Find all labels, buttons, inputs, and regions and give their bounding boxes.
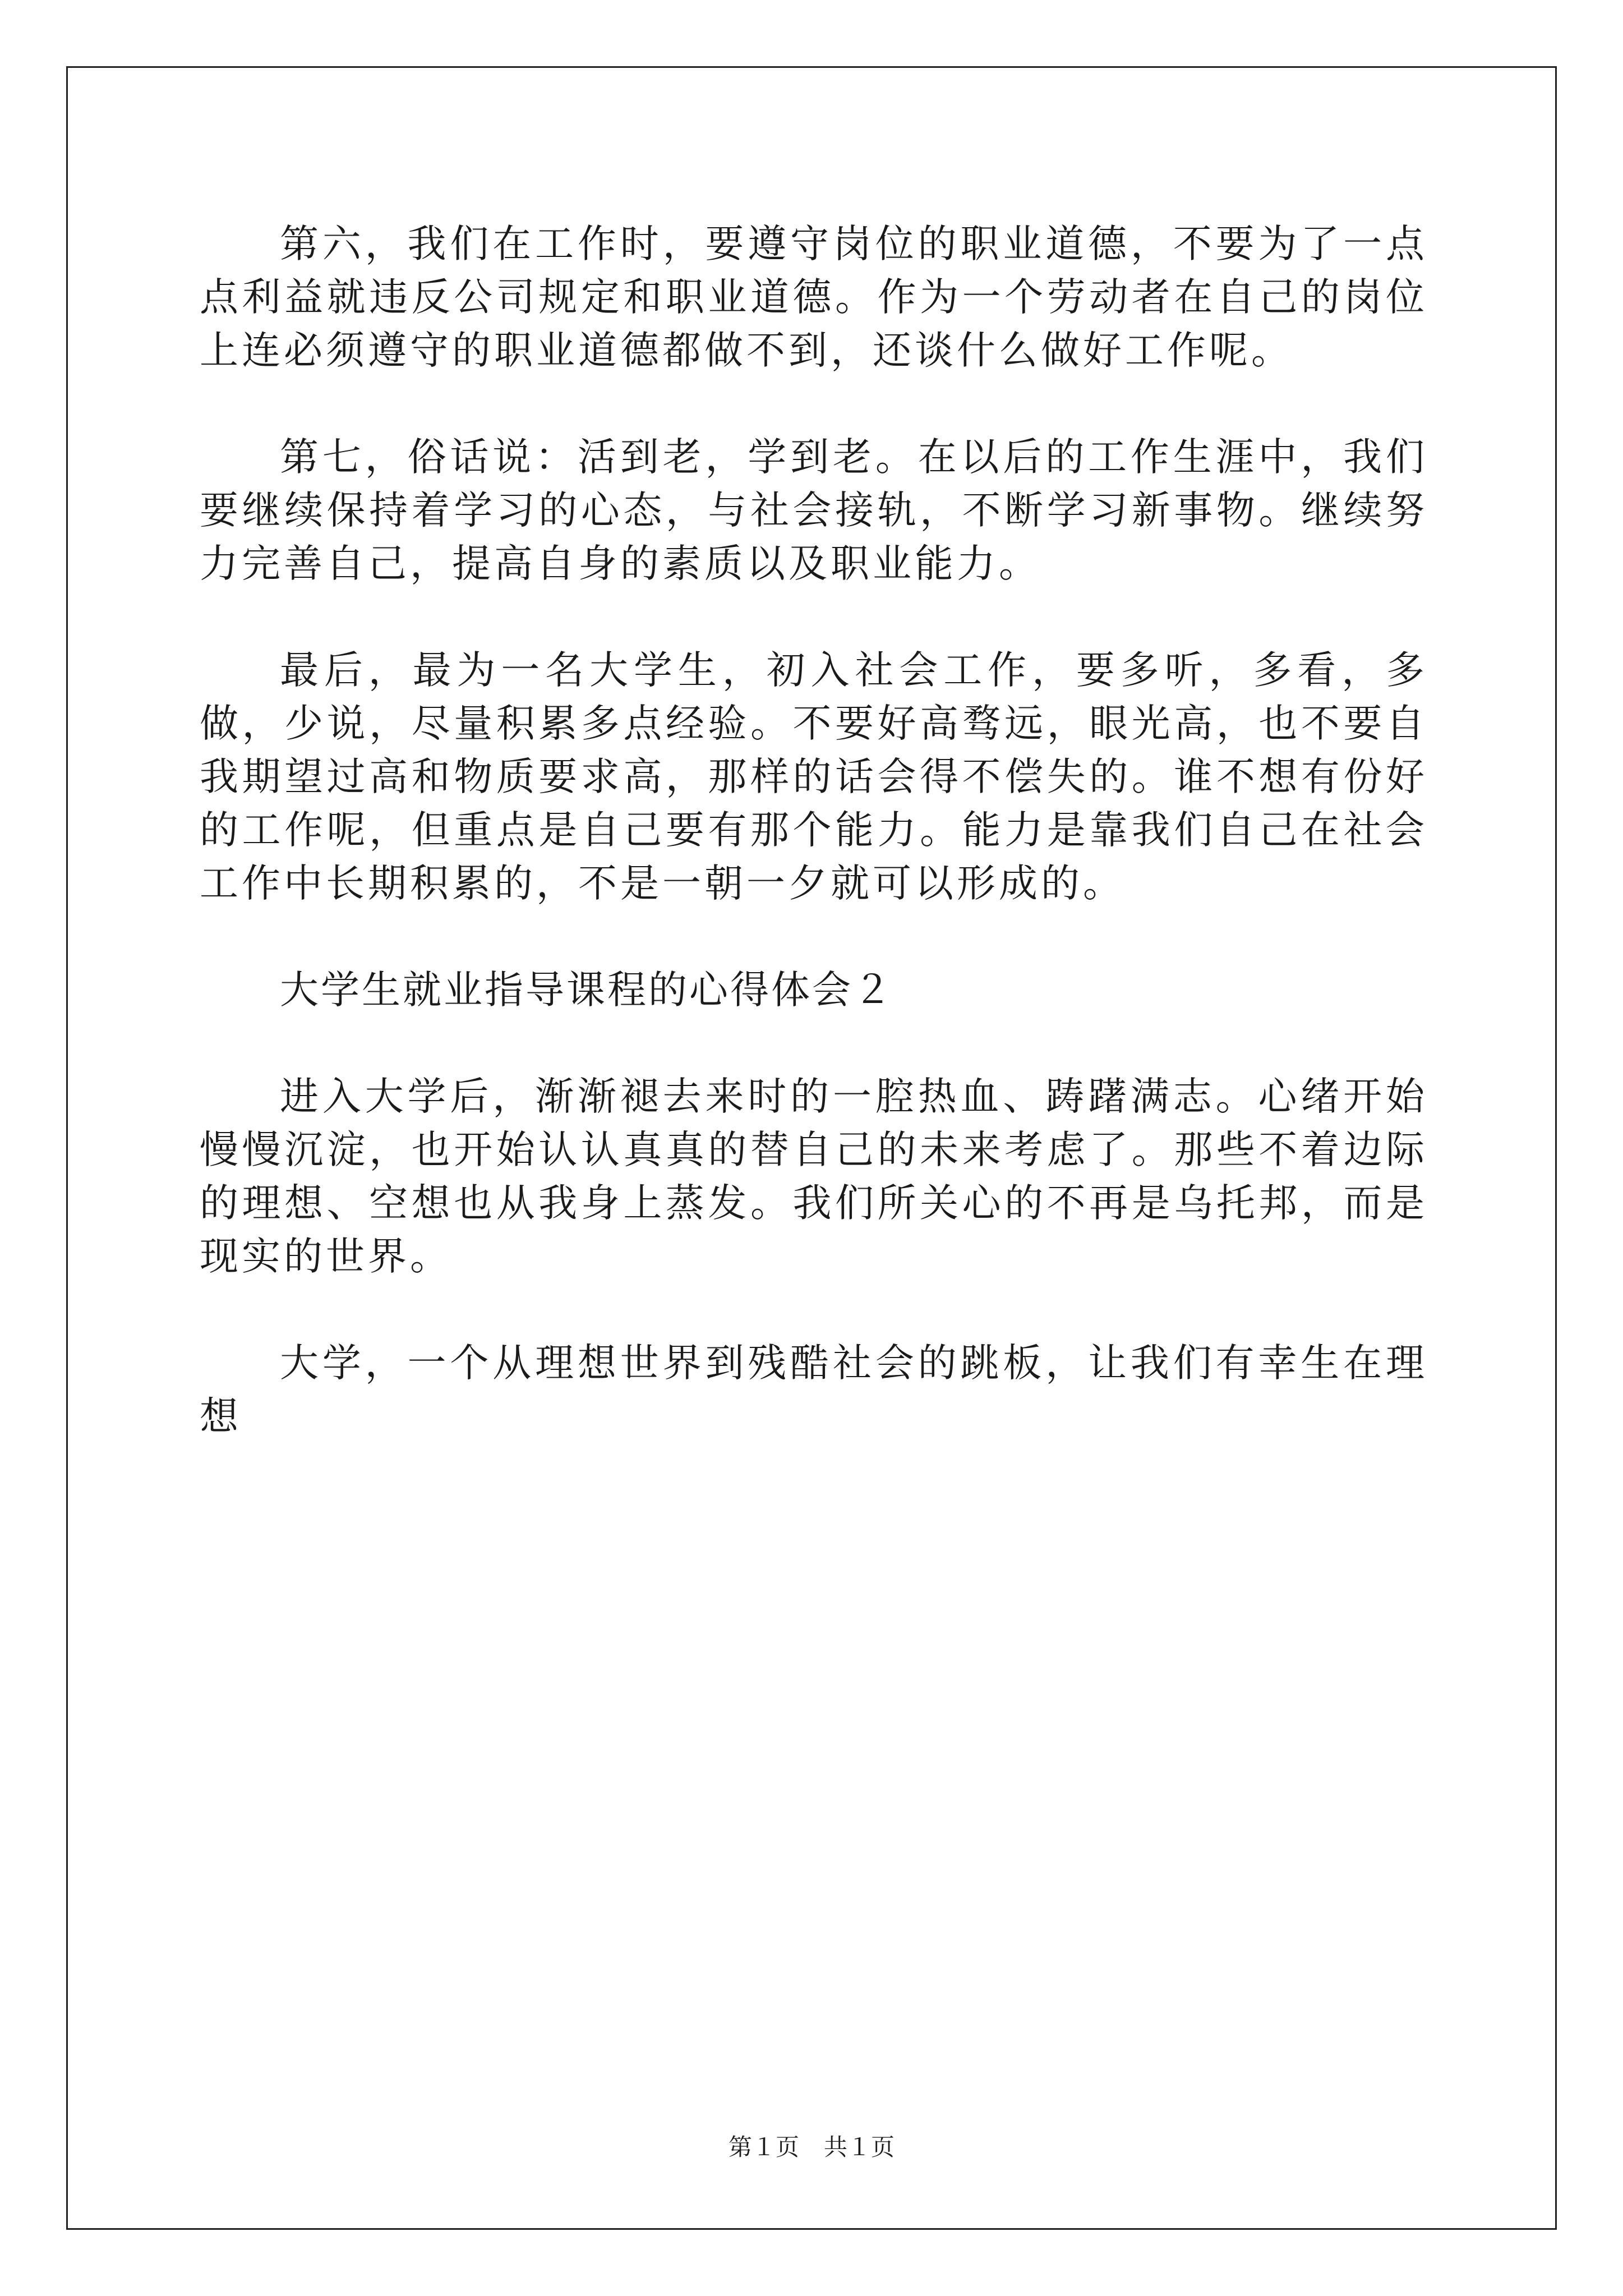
document-body — [200, 218, 1428, 1497]
paragraph-7: 第七，俗话说：活到老，学到老。在以后的工作生涯中，我们要继续保持着学习的心态，与社会接轨，不断学习新事物。继续努力完善自己，提高自身的素质以及职业能力。 — [200, 435, 1428, 586]
paragraph-university: 大学，一个从理想世界到残酷社会的跳板，让我们有幸生在理想 — [200, 1341, 1428, 1439]
paragraph-intro: 进入大学后，渐渐褪去来时的一腔热血、踌躇满志。心绪开始慢慢沉淀，也开始认认真真的替自己的未来考虑了。那些不着边际的理想、空想也从我身上蒸发。我们所关心的不再是乌托邦，而是现实的世界。 — [200, 1074, 1428, 1279]
paragraph-6: 第六，我们在工作时，要遵守岗位的职业道德，不要为了一点点利益就违反公司规定和职业道德。作为一个劳动者在自己的岗位上连必须遵守的职业道德都做不到，还谈什么做好工作呢。 — [200, 222, 1428, 373]
section-heading: 大学生就业指导课程的心得体会２ — [280, 968, 894, 1013]
page-total: 共１页 — [824, 2133, 895, 2161]
page-footer — [0, 2133, 1623, 2162]
page-number: 第１页 — [728, 2133, 799, 2161]
paragraph-final: 最后，最为一名大学生，初入社会工作，要多听，多看，多做，少说，尽量积累多点经验。不要好高骛远，眼光高，也不要自我期望过高和物质要求高，那样的话会得不偿失的。谁不想有份好的工作呢，但重点是自己要有那个能力。能力是靠我们自己在社会工作中长期积累的，不是一朝一夕就可以形成的。 — [200, 648, 1428, 906]
